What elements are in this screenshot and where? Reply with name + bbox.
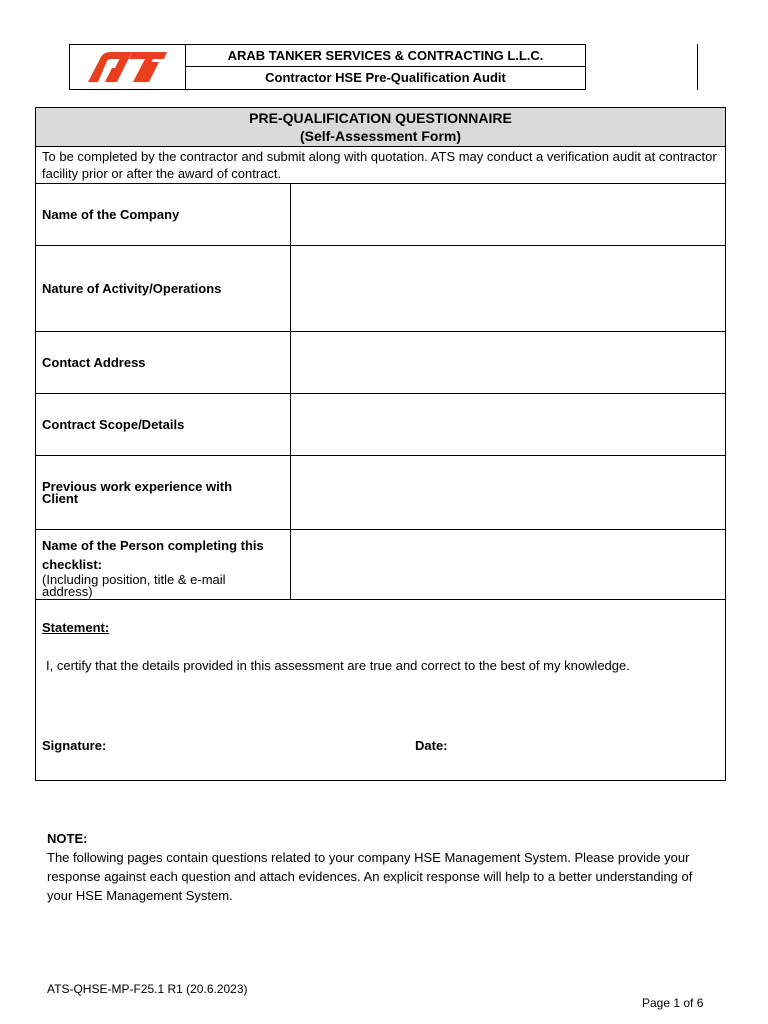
field-label-wrap bbox=[36, 530, 291, 599]
company-name-input[interactable] bbox=[291, 184, 725, 245]
header-divider bbox=[697, 44, 698, 90]
field-label: Name of the Company bbox=[36, 184, 291, 245]
questionnaire-form bbox=[35, 107, 726, 781]
company-name: ARAB TANKER SERVICES & CONTRACTING L.L.C. bbox=[186, 45, 585, 67]
note-heading: NOTE: bbox=[47, 831, 88, 846]
logo-box bbox=[69, 44, 186, 90]
field-label-wrap bbox=[36, 456, 291, 529]
note-text: The following pages contain questions related to your company HSE Management System. Please provide your response against each question and attach evidences. An explicit response will help to a better understanding of your HSE Management System. bbox=[47, 850, 693, 903]
previous-experience-input[interactable] bbox=[291, 456, 725, 529]
statement-section bbox=[36, 600, 725, 780]
document-subtitle: Contractor HSE Pre-Qualification Audit bbox=[265, 70, 506, 85]
field-sublabel: (Including position, title & e-mail address) bbox=[42, 572, 226, 599]
field-row-previous-experience bbox=[36, 456, 725, 530]
date-label: Date: bbox=[415, 738, 448, 753]
field-row-person-completing bbox=[36, 530, 725, 600]
field-label: Previous work experience with Client bbox=[42, 478, 233, 506]
form-title bbox=[36, 108, 725, 147]
field-label: Nature of Activity/Operations bbox=[36, 246, 291, 331]
person-completing-input[interactable] bbox=[291, 530, 725, 599]
statement-text: I, certify that the details provided in this assessment are true and correct to the best of my knowledge. bbox=[46, 658, 630, 673]
contact-address-input[interactable] bbox=[291, 332, 725, 393]
statement-heading: Statement: bbox=[42, 620, 110, 635]
form-instructions: To be completed by the contractor and submit along with quotation. ATS may conduct a verification audit at contractor facility prior or after the award of contract. bbox=[36, 147, 725, 184]
signature-label: Signature: bbox=[42, 738, 107, 753]
note-section bbox=[47, 829, 737, 905]
field-row-nature-of-activity bbox=[36, 246, 725, 332]
page-number: Page 1 of 6 bbox=[642, 996, 704, 1010]
company-logo bbox=[71, 46, 185, 89]
field-label: Contact Address bbox=[36, 332, 291, 393]
document-header bbox=[69, 44, 699, 90]
nature-of-activity-input[interactable] bbox=[291, 246, 725, 331]
field-label: Name of the Person completing this checklist: bbox=[42, 538, 264, 572]
contract-scope-input[interactable] bbox=[291, 394, 725, 455]
header-title-box bbox=[185, 44, 586, 90]
field-row-company-name bbox=[36, 184, 725, 246]
field-row-contact-address bbox=[36, 332, 725, 394]
form-title-line1: PRE-QUALIFICATION QUESTIONNAIRE bbox=[249, 110, 512, 126]
field-label: Contract Scope/Details bbox=[36, 394, 291, 455]
field-row-contract-scope bbox=[36, 394, 725, 456]
document-code: ATS-QHSE-MP-F25.1 R1 (20.6.2023) bbox=[47, 982, 248, 996]
form-title-line2: (Self-Assessment Form) bbox=[299, 128, 462, 144]
